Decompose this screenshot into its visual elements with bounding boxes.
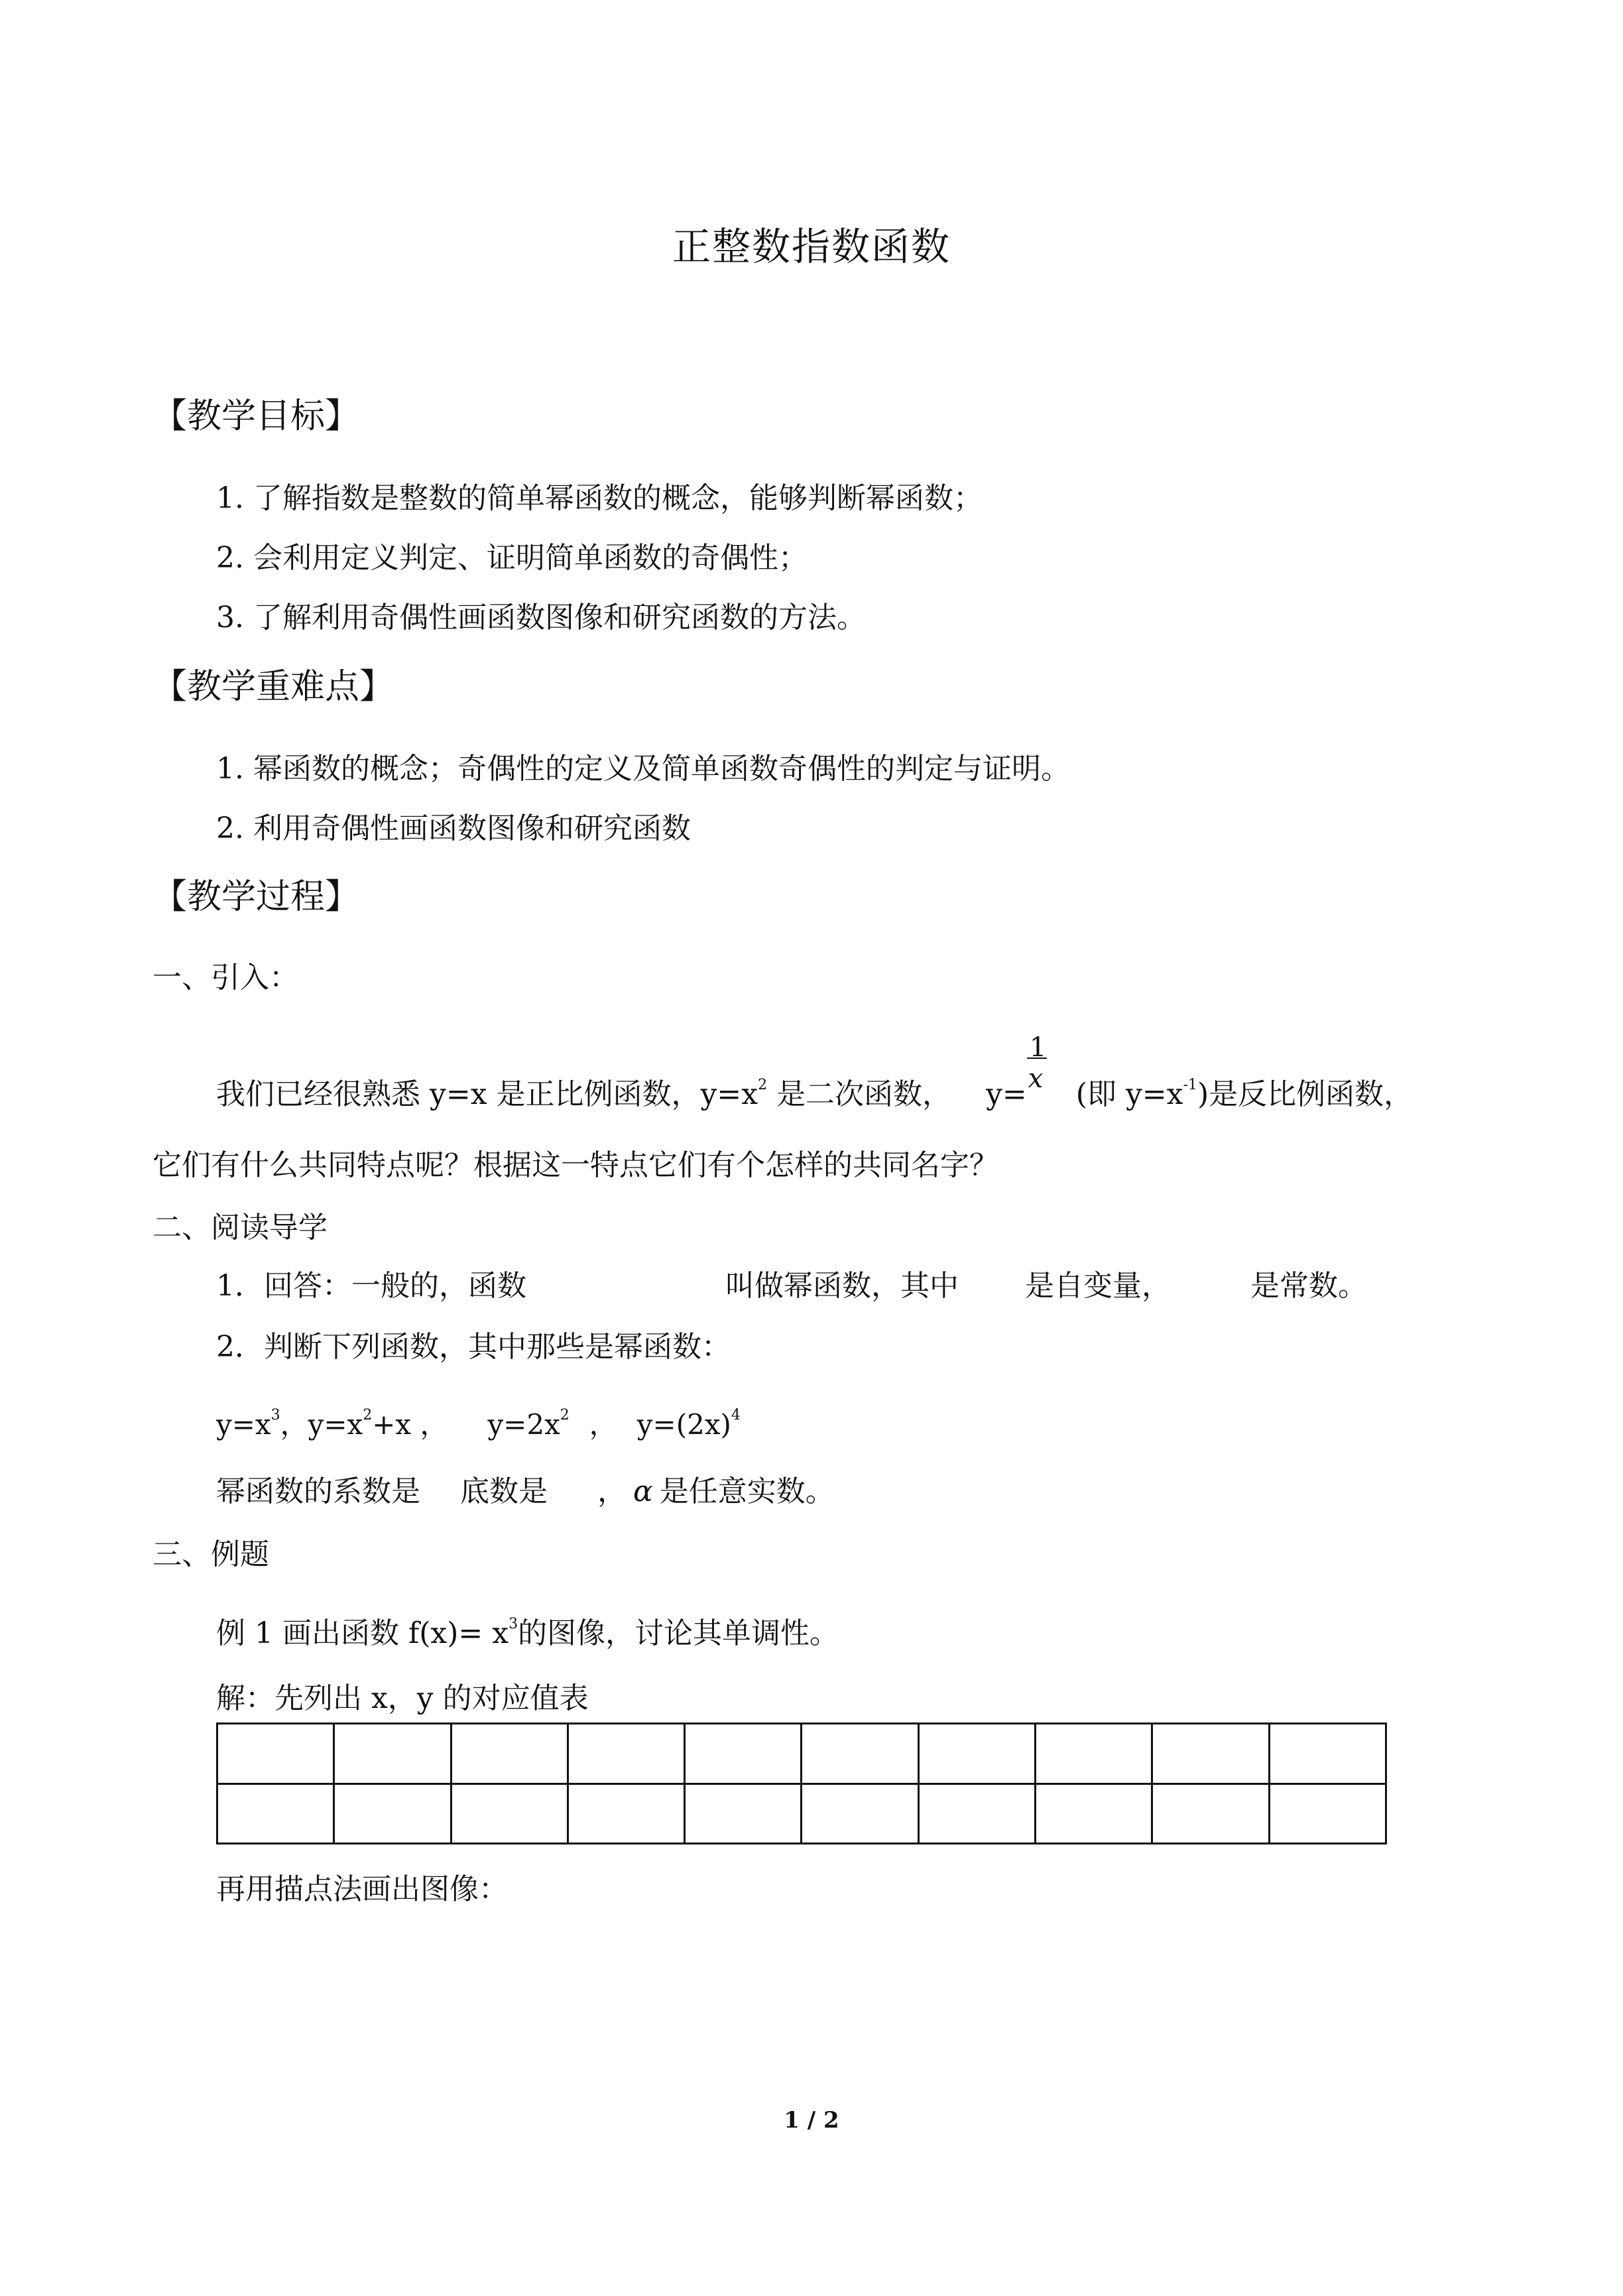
table-cell <box>1036 1783 1152 1844</box>
function-1: y=x <box>216 1408 271 1441</box>
exponent-negative-one: -1 <box>1183 1077 1197 1093</box>
table-cell <box>1152 1783 1269 1844</box>
example-1-text-b: 的图像，讨论其单调性。 <box>518 1616 839 1650</box>
function-list <box>216 1396 741 1445</box>
table-cell <box>217 1783 334 1844</box>
objective-item-3: 3. 了解利用奇偶性画函数图像和研究函数的方法。 <box>216 601 866 634</box>
function-2-tail: +x ， <box>372 1408 448 1441</box>
reading-heading: 二、阅读导学 <box>152 1211 328 1244</box>
table-cell <box>918 1783 1035 1844</box>
function-2: ，y=x <box>280 1408 363 1441</box>
solution-line: 解：先列出 x，y 的对应值表 <box>216 1681 589 1715</box>
reading-question-2: 2．判断下列函数，其中那些是幂函数： <box>216 1330 731 1364</box>
page-number: 1 / 2 <box>784 2107 839 2134</box>
intro-paragraph-line-1 <box>216 1032 1413 1115</box>
table-cell <box>568 1783 684 1844</box>
intro-text-a: 我们已经很熟悉 y=x 是正比例函数，y=x <box>216 1077 758 1111</box>
plot-instruction: 再用描点法画出图像： <box>216 1872 508 1906</box>
table-cell <box>1269 1724 1386 1784</box>
page-title: 正整数指数函数 <box>672 224 951 269</box>
table-cell <box>685 1724 802 1784</box>
table-cell <box>1036 1724 1152 1784</box>
table-cell <box>217 1724 334 1784</box>
value-table <box>216 1722 1387 1844</box>
objective-item-2: 2. 会利用定义判定、证明简单函数的奇偶性； <box>216 541 808 575</box>
table-cell <box>918 1724 1035 1784</box>
table-cell <box>1152 1724 1269 1784</box>
alpha-text: 是任意实数。 <box>659 1475 835 1508</box>
reading-question-1 <box>216 1266 1367 1306</box>
question-1-text-b: 叫做幂函数，其中 <box>725 1269 959 1303</box>
table-cell <box>451 1724 568 1784</box>
intro-y-label: y= <box>986 1077 1027 1111</box>
fraction-numerator: 1 <box>1029 1032 1047 1063</box>
exponent: 4 <box>731 1407 741 1423</box>
table-cell <box>568 1724 684 1784</box>
exponent: 3 <box>509 1616 518 1632</box>
examples-heading: 三、例题 <box>152 1538 269 1571</box>
table-cell <box>451 1783 568 1844</box>
function-3-tail: ， <box>589 1408 617 1441</box>
question-1-text-d: 是常数。 <box>1250 1269 1367 1303</box>
table-cell <box>802 1724 918 1784</box>
function-4: y=(2x) <box>636 1408 731 1441</box>
exponent: 2 <box>758 1077 768 1093</box>
example-1-text-a: 例 1 画出函数 f(x)= x <box>216 1616 509 1650</box>
intro-paragraph-line-2: 它们有什么共同特点呢？根据这一特点它们有个怎样的共同名字？ <box>152 1148 998 1182</box>
process-heading: 【教学过程】 <box>152 877 360 917</box>
fraction-denominator: x <box>1028 1063 1044 1094</box>
base-text: 底数是 <box>460 1475 548 1508</box>
key-points-heading: 【教学重难点】 <box>152 667 394 707</box>
objectives-heading: 【教学目标】 <box>152 396 360 436</box>
table-cell <box>334 1724 451 1784</box>
key-point-item-2: 2. 利用奇偶性画函数图像和研究函数 <box>216 812 691 845</box>
intro-text-c: (即 y=x <box>1075 1077 1183 1111</box>
table-row <box>217 1724 1386 1784</box>
fraction-one-over-x <box>1027 1032 1047 1104</box>
exponent: 2 <box>560 1407 570 1423</box>
question-1-text-a: 1．回答：一般的，函数 <box>216 1269 526 1303</box>
comma: ， <box>597 1475 627 1508</box>
table-cell <box>685 1783 802 1844</box>
question-1-text-c: 是自变量， <box>1025 1269 1171 1303</box>
coefficient-text: 幂函数的系数是 <box>216 1475 420 1508</box>
table-cell <box>802 1783 918 1844</box>
intro-text-b: 是二次函数， <box>776 1077 952 1111</box>
function-3: y=2x <box>487 1408 560 1441</box>
table-cell <box>334 1783 451 1844</box>
alpha-symbol: α <box>633 1475 653 1508</box>
exponent: 2 <box>363 1407 373 1423</box>
key-point-item-1: 1. 幂函数的概念；奇偶性的定义及简单函数奇偶性的判定与证明。 <box>216 752 1070 786</box>
intro-heading: 一、引入： <box>152 961 298 995</box>
example-1 <box>216 1604 839 1654</box>
table-row <box>217 1783 1386 1844</box>
exponent: 3 <box>270 1407 280 1423</box>
intro-text-d: )是反比例函数， <box>1197 1077 1413 1111</box>
table-cell <box>1269 1783 1386 1844</box>
objective-item-1: 1. 了解指数是整数的简单幂函数的概念，能够判断幂函数； <box>216 481 983 515</box>
coefficient-sentence <box>216 1472 835 1512</box>
